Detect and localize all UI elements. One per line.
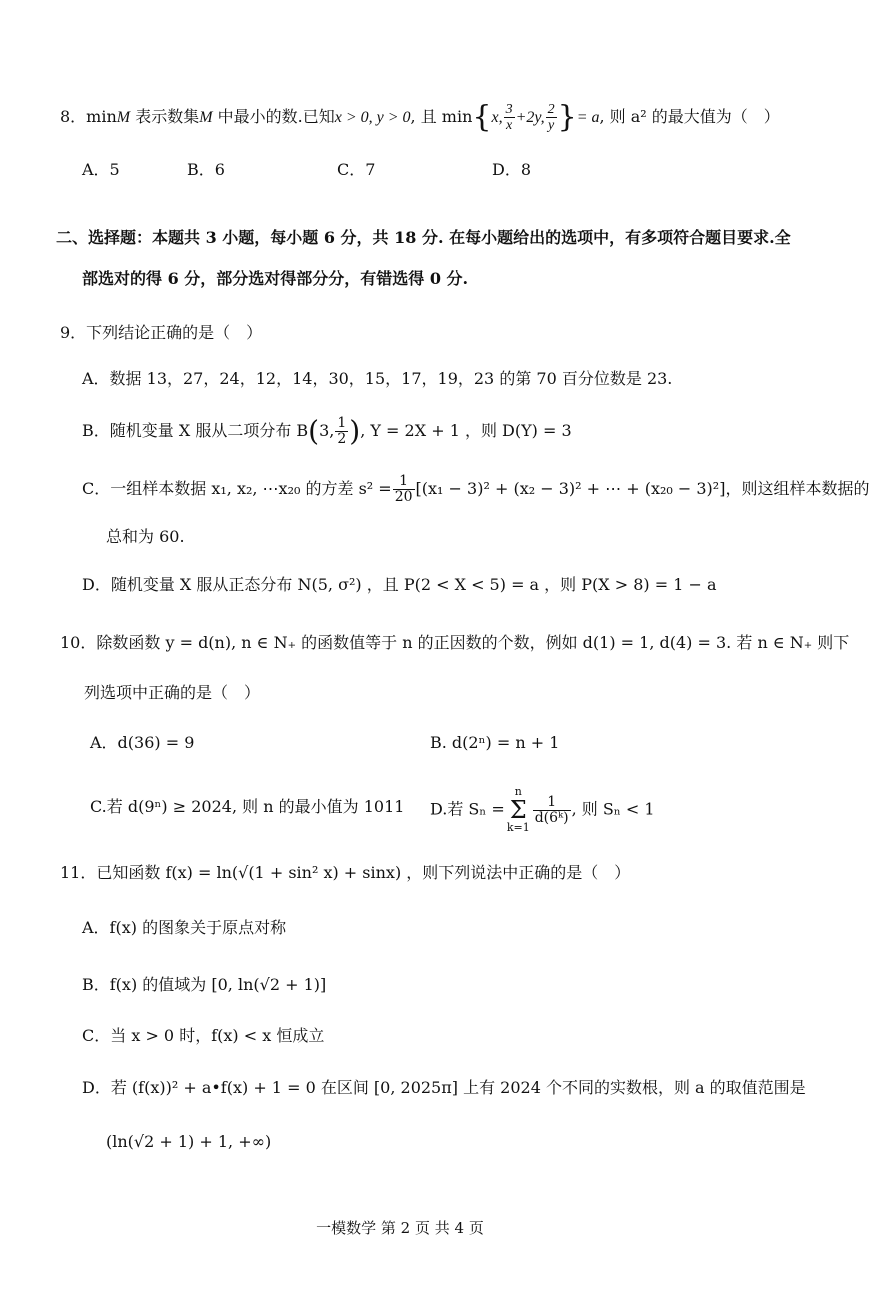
q9-option-d: D．随机变量 X 服从正态分布 N(5, σ²) ，且 P(2 < X < 5) = a ，则 P(X > 8) = 1 − a	[82, 575, 717, 594]
q9-option-c-cont: 总和为 60.	[106, 527, 185, 546]
q8-fraction-1: $\frac{3}{x}$	[505, 102, 513, 133]
q8-option-a: A．5	[82, 160, 120, 179]
q9-c-fraction: $\frac{1}{20}$	[394, 473, 413, 505]
summation-sign: n Σ k=1	[506, 785, 530, 834]
q10-option-c: C.若 d(9ⁿ) ≥ 2024, 则 n 的最小值为 1011	[90, 797, 405, 816]
q9-option-c: C．一组样本数据 x₁, x₂, ⋯x₂₀ 的方差 s² = $\frac{1}{20}$ [(x₁ − 3)² + (x₂ − 3)² + ⋯ + (x₂₀ − 3)²]，则这组样本数据的	[82, 473, 869, 505]
q11-option-b: B．f(x) 的值域为 [0, ln(√2 + 1)]	[82, 975, 327, 994]
q9-b-fraction: $\frac{1}{2}$	[337, 415, 347, 447]
q11-option-d: D．若 (f(x))² + a•f(x) + 1 = 0 在区间 [0, 2025π] 上有 2024 个不同的实数根，则 a 的取值范围是	[82, 1078, 806, 1097]
q8-fraction-2: $\frac{2}{y}$	[547, 102, 555, 133]
q10-option-a: A．d(36) = 9	[90, 733, 195, 752]
q8-option-c: C．7	[337, 160, 376, 179]
section2-heading: 二、选择题：本题共 3 小题，每小题 6 分，共 18 分. 在每小题给出的选项中，有多项符合题目要求.全	[56, 228, 791, 247]
q11-option-a: A．f(x) 的图象关于原点对称	[82, 918, 287, 937]
q8-stem: 8．minM 表示数集M 中最小的数.已知x > 0, y > 0, 且 min{x, $\frac{3}{x}$ +2y, $\frac{2}{y}$ }= a, 则 a² 的最大值为（ ）	[60, 99, 780, 135]
q11-stem: 11．已知函数 f(x) = ln(√(1 + sin² x) + sinx) ，则下列说法中正确的是（ ）	[60, 863, 631, 882]
q10-stem-cont: 列选项中正确的是（ ）	[84, 683, 261, 702]
q10-stem: 10．除数函数 y = d(n), n ∈ N₊ 的函数值等于 n 的正因数的个数，例如 d(1) = 1, d(4) = 3. 若 n ∈ N₊ 则下	[60, 633, 850, 652]
q11-option-d-cont: (ln(√2 + 1) + 1, +∞)	[106, 1132, 272, 1151]
q8-option-b: B．6	[187, 160, 225, 179]
q8-options	[82, 159, 531, 181]
q10-option-d: D.若 Sₙ =n Σ k=1 $\frac{1}{\text{d(6ᵏ)}}$ , 则 Sₙ < 1	[430, 785, 655, 834]
q9-option-b: B．随机变量 X 服从二项分布 B(3, $\frac{1}{2}$ ), Y = 2X + 1 ，则 D(Y) = 3	[82, 414, 572, 448]
q9-stem: 9．下列结论正确的是（ ）	[60, 323, 263, 342]
q10-option-b: B. d(2ⁿ) = n + 1	[430, 733, 560, 752]
q11-option-c: C．当 x > 0 时，f(x) < x 恒成立	[82, 1026, 325, 1045]
page-footer: 一模数学 第 2 页 共 4 页	[316, 1219, 484, 1237]
q8-option-d: D．8	[492, 160, 532, 179]
q10-d-fraction: $\frac{1}{\text{d(6ᵏ)}}$	[534, 793, 569, 826]
q9-option-a: A．数据 13，27，24，12，14，30，15，17，19，23 的第 70 百分位数是 23.	[82, 369, 673, 388]
section2-heading-cont: 部选对的得 6 分，部分选对得部分分，有错选得 0 分.	[82, 269, 469, 288]
